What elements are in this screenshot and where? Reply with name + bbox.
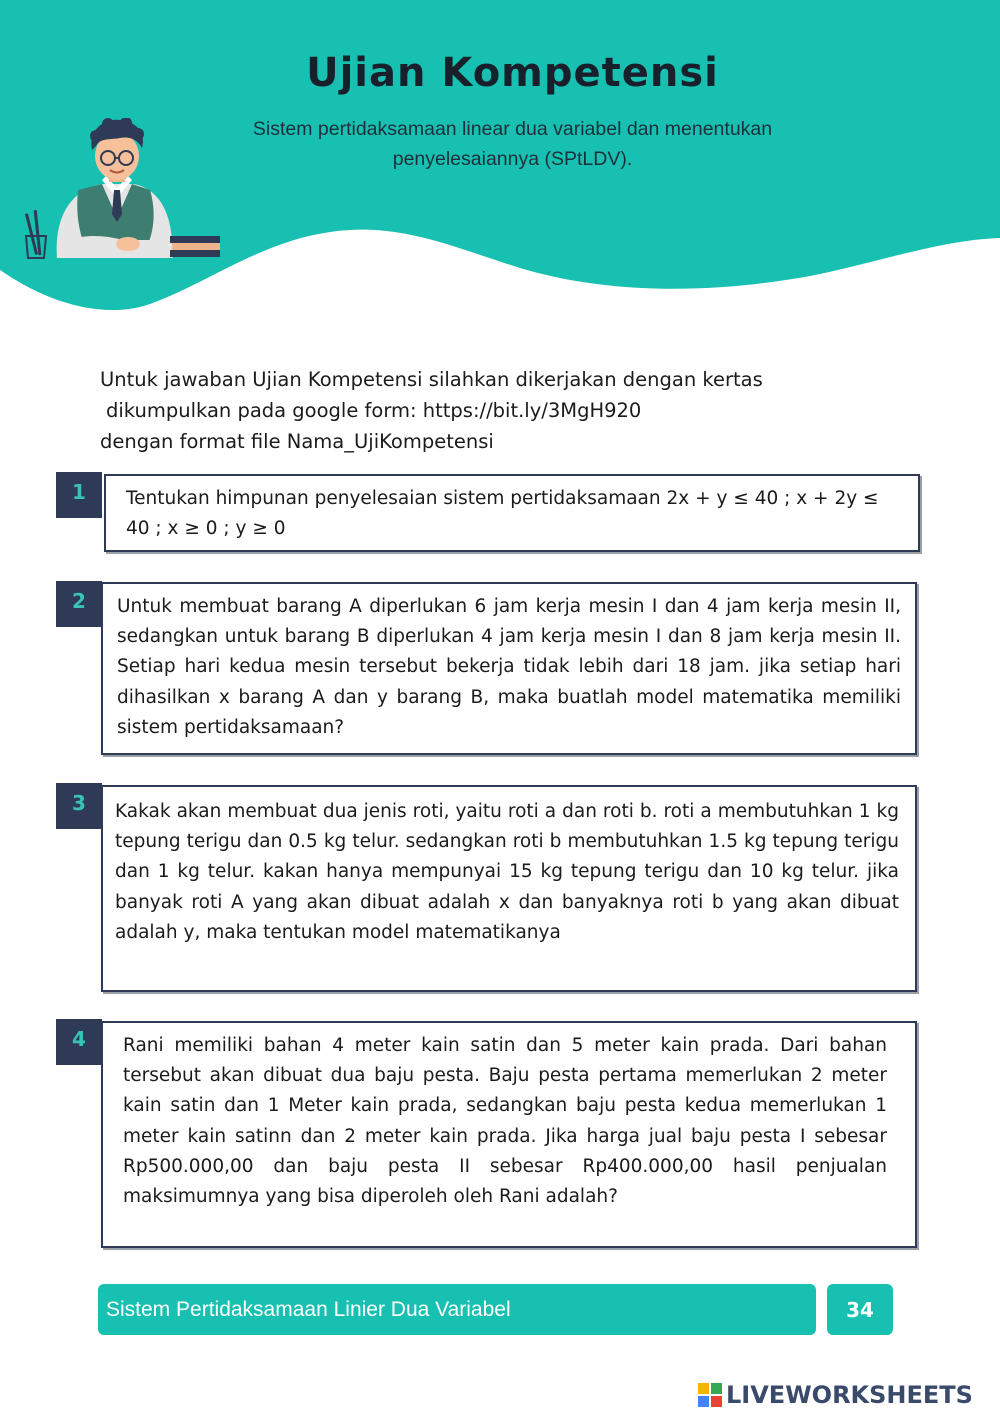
footer-topic-label: Sistem Pertidaksamaan Linier Dua Variabel [106, 1297, 511, 1321]
question-text-1: Tentukan himpunan penyelesaian sistem pertidaksamaan 2x + y ≤ 40 ; x + 2y ≤ 40 ; x ≥ 0 ; y ≥ 0 [126, 488, 879, 540]
question-number-2: 2 [56, 581, 102, 627]
liveworksheets-brand: LIVEWORKSHEETS [726, 1381, 973, 1409]
intro-line-1: Untuk jawaban Ujian Kompetensi silahkan dikerjakan dengan kertas [100, 368, 763, 391]
question-number-4: 4 [56, 1019, 102, 1065]
page-subtitle [200, 114, 825, 174]
question-text-3: Kakak akan membuat dua jenis roti, yaitu roti a dan roti b. roti a membutuhkan 1 kg tepung terigu dan 0.5 kg telur. sedangkan roti b membutuhkan 1.5 kg tepung terigu dan 1 kg telur. kakan hanya mempunyai 15 kg tepung terigu dan 10 kg telur. jika banyak roti A yang akan dibuat adalah x dan banyaknya roti b yang akan dibuat adalah y, maka tentukan model matematikanya [115, 801, 899, 943]
question-box-3 [101, 785, 917, 992]
liveworksheets-logo-icon [698, 1383, 722, 1407]
subtitle-line-2: penyelesaiannya (SPtLDV). [392, 148, 633, 170]
intro-line-3: dengan format file Nama_UjiKompetensi [100, 430, 494, 453]
question-text-2: Untuk membuat barang A diperlukan 6 jam kerja mesin I dan 4 jam kerja mesin II, sedangkan untuk barang B diperlukan 4 jam kerja mesin I dan 8 jam kerja mesin II. Setiap hari kedua mesin tersebut bekerja tidak lebih dari 18 jam. jika setiap hari dihasilkan x barang A dan y barang B, maka buatlah model matematika memiliki sistem pertidaksamaan? [117, 596, 901, 738]
page-title: Ujian Kompetensi [306, 50, 719, 96]
question-box-1 [104, 474, 920, 552]
question-text-4: Rani memiliki bahan 4 meter kain satin dan 5 meter kain prada. Dari bahan tersebut akan dibuat dua baju pesta. Baju pesta pertama memerlukan 2 meter kain satin dan 1 Meter kain prada, sedangkan baju pesta kedua memerlukan 1 meter kain satinn dan 2 meter kain prada. Jika harga jual baju pesta I sebesar Rp500.000,00 dan baju pesta II sebesar Rp400.000,00 hasil penjualan maksimumnya yang bisa diperoleh oleh Rani adalah? [123, 1035, 887, 1208]
teacher-illustration [22, 118, 227, 263]
question-box-4 [101, 1021, 917, 1248]
footer-topic-bar [98, 1284, 816, 1335]
question-number-3: 3 [56, 783, 102, 829]
intro-line-2: dikumpulkan pada google form: https://bit.ly/3MgH920 [106, 399, 642, 422]
question-number-1: 1 [56, 472, 102, 518]
intro-instructions [100, 364, 910, 457]
page-number: 34 [827, 1284, 893, 1335]
question-box-2 [101, 582, 917, 755]
liveworksheets-watermark [698, 1380, 973, 1410]
subtitle-line-1: Sistem pertidaksamaan linear dua variabel dan menentukan [252, 118, 773, 140]
